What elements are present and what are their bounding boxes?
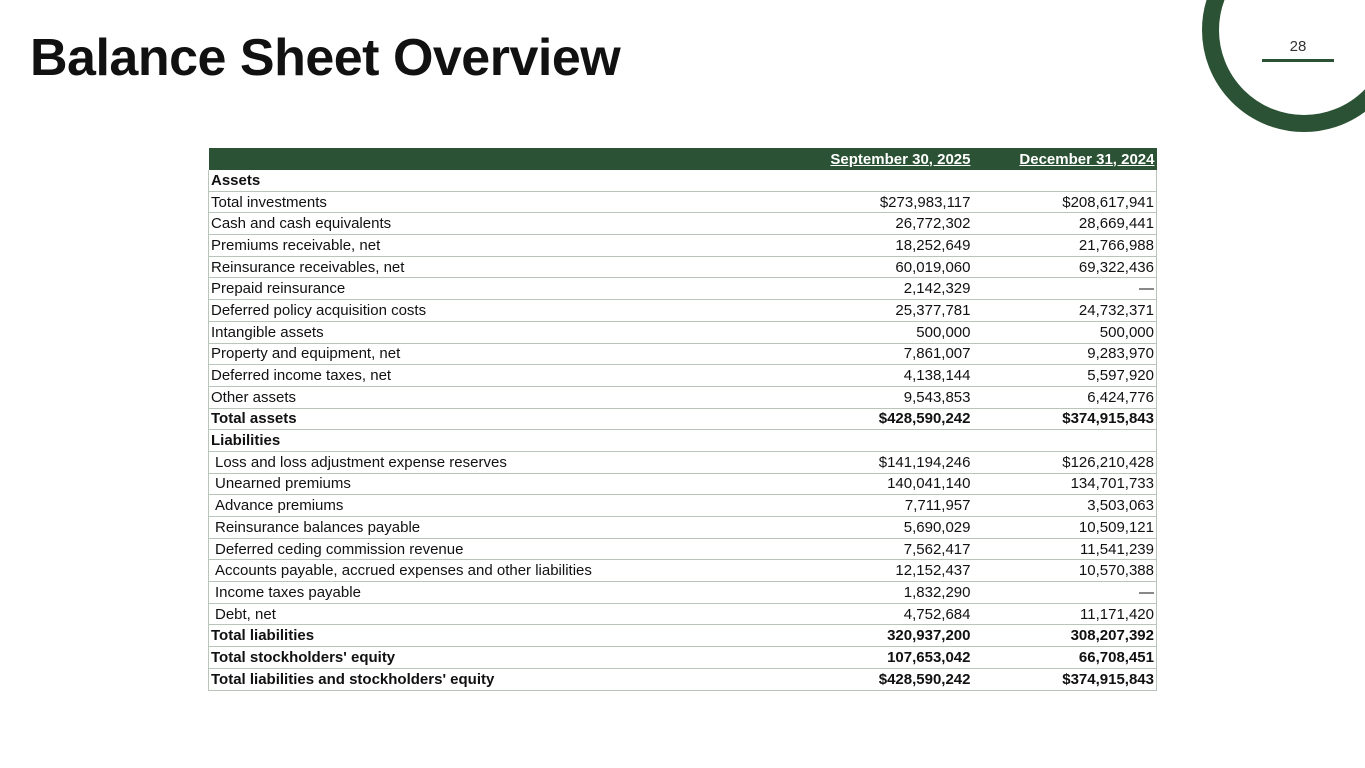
row-label: Income taxes payable (209, 582, 773, 604)
value-dec-2024: — (973, 582, 1157, 604)
table-row (209, 473, 1157, 495)
table-row (209, 278, 1157, 300)
table-row (209, 365, 1157, 387)
table-row (209, 321, 1157, 343)
table-row (209, 170, 1157, 191)
value-sep-2025: 4,138,144 (773, 365, 973, 387)
value-sep-2025: 9,543,853 (773, 386, 973, 408)
value-sep-2025: 4,752,684 (773, 603, 973, 625)
value-sep-2025 (773, 170, 973, 191)
value-dec-2024: 11,541,239 (973, 538, 1157, 560)
table-row (209, 430, 1157, 452)
row-label: Deferred income taxes, net (209, 365, 773, 387)
value-sep-2025: 2,142,329 (773, 278, 973, 300)
value-dec-2024: 5,597,920 (973, 365, 1157, 387)
table-row (209, 517, 1157, 539)
row-label: Prepaid reinsurance (209, 278, 773, 300)
page-number: 28 (1289, 38, 1307, 55)
value-dec-2024: 6,424,776 (973, 386, 1157, 408)
row-label: Deferred ceding commission revenue (209, 538, 773, 560)
value-dec-2024 (973, 430, 1157, 452)
header-text: September 30, 2025 (830, 150, 971, 168)
value-sep-2025 (773, 430, 973, 452)
value-dec-2024: $208,617,941 (973, 191, 1157, 213)
value-sep-2025: 1,832,290 (773, 582, 973, 604)
value-sep-2025: $428,590,242 (773, 408, 973, 430)
value-dec-2024: $126,210,428 (973, 451, 1157, 473)
value-sep-2025: $428,590,242 (773, 668, 973, 690)
table-row (209, 538, 1157, 560)
value-sep-2025: 7,562,417 (773, 538, 973, 560)
value-dec-2024: $374,915,843 (973, 408, 1157, 430)
table-header-row (209, 148, 1157, 170)
row-label: Debt, net (209, 603, 773, 625)
row-label: Premiums receivable, net (209, 235, 773, 257)
value-sep-2025: 7,861,007 (773, 343, 973, 365)
value-dec-2024: 10,570,388 (973, 560, 1157, 582)
table-row (209, 582, 1157, 604)
value-dec-2024: 11,171,420 (973, 603, 1157, 625)
value-dec-2024: $374,915,843 (973, 668, 1157, 690)
value-sep-2025: 18,252,649 (773, 235, 973, 257)
table-row (209, 343, 1157, 365)
value-sep-2025: 26,772,302 (773, 213, 973, 235)
page-title: Balance Sheet Overview (30, 29, 621, 87)
value-dec-2024: 134,701,733 (973, 473, 1157, 495)
value-sep-2025: $141,194,246 (773, 451, 973, 473)
decorative-ring (1202, 0, 1365, 132)
row-label: Unearned premiums (209, 473, 773, 495)
balance-sheet-table (208, 148, 1157, 691)
table-row (209, 625, 1157, 647)
row-label: Reinsurance balances payable (209, 517, 773, 539)
value-dec-2024: 69,322,436 (973, 256, 1157, 278)
value-dec-2024: 28,669,441 (973, 213, 1157, 235)
row-label: Total assets (209, 408, 773, 430)
value-sep-2025: 320,937,200 (773, 625, 973, 647)
row-label: Property and equipment, net (209, 343, 773, 365)
value-dec-2024: 66,708,451 (973, 647, 1157, 669)
table-row (209, 560, 1157, 582)
table-row (209, 256, 1157, 278)
value-sep-2025: 12,152,437 (773, 560, 973, 582)
table-row (209, 495, 1157, 517)
row-label: Advance premiums (209, 495, 773, 517)
row-label: Loss and loss adjustment expense reserves (209, 451, 773, 473)
value-sep-2025: 7,711,957 (773, 495, 973, 517)
row-label: Total liabilities (209, 625, 773, 647)
row-label: Assets (209, 170, 773, 191)
row-label: Accounts payable, accrued expenses and other liabilities (209, 560, 773, 582)
value-sep-2025: $273,983,117 (773, 191, 973, 213)
table-row (209, 668, 1157, 690)
table-row (209, 235, 1157, 257)
header-label (209, 148, 773, 170)
value-sep-2025: 140,041,140 (773, 473, 973, 495)
header-sep-2025 (773, 148, 973, 170)
table-row (209, 408, 1157, 430)
row-label: Total stockholders' equity (209, 647, 773, 669)
value-sep-2025: 60,019,060 (773, 256, 973, 278)
value-dec-2024: — (973, 278, 1157, 300)
row-label: Other assets (209, 386, 773, 408)
header-dec-2024 (973, 148, 1157, 170)
table-row (209, 191, 1157, 213)
value-sep-2025: 107,653,042 (773, 647, 973, 669)
value-sep-2025: 25,377,781 (773, 300, 973, 322)
row-label: Total liabilities and stockholders' equity (209, 668, 773, 690)
row-label: Deferred policy acquisition costs (209, 300, 773, 322)
value-dec-2024: 21,766,988 (973, 235, 1157, 257)
row-label: Liabilities (209, 430, 773, 452)
value-dec-2024: 24,732,371 (973, 300, 1157, 322)
table-row (209, 603, 1157, 625)
value-dec-2024: 308,207,392 (973, 625, 1157, 647)
table-row (209, 647, 1157, 669)
row-label: Total investments (209, 191, 773, 213)
row-label: Intangible assets (209, 321, 773, 343)
table-row (209, 386, 1157, 408)
table-row (209, 300, 1157, 322)
value-sep-2025: 5,690,029 (773, 517, 973, 539)
row-label: Reinsurance receivables, net (209, 256, 773, 278)
value-dec-2024 (973, 170, 1157, 191)
value-dec-2024: 10,509,121 (973, 517, 1157, 539)
value-dec-2024: 500,000 (973, 321, 1157, 343)
row-label: Cash and cash equivalents (209, 213, 773, 235)
value-dec-2024: 9,283,970 (973, 343, 1157, 365)
value-sep-2025: 500,000 (773, 321, 973, 343)
value-dec-2024: 3,503,063 (973, 495, 1157, 517)
table-row (209, 213, 1157, 235)
page-number-underline (1262, 59, 1334, 62)
header-text: December 31, 2024 (1019, 150, 1155, 168)
table-row (209, 451, 1157, 473)
